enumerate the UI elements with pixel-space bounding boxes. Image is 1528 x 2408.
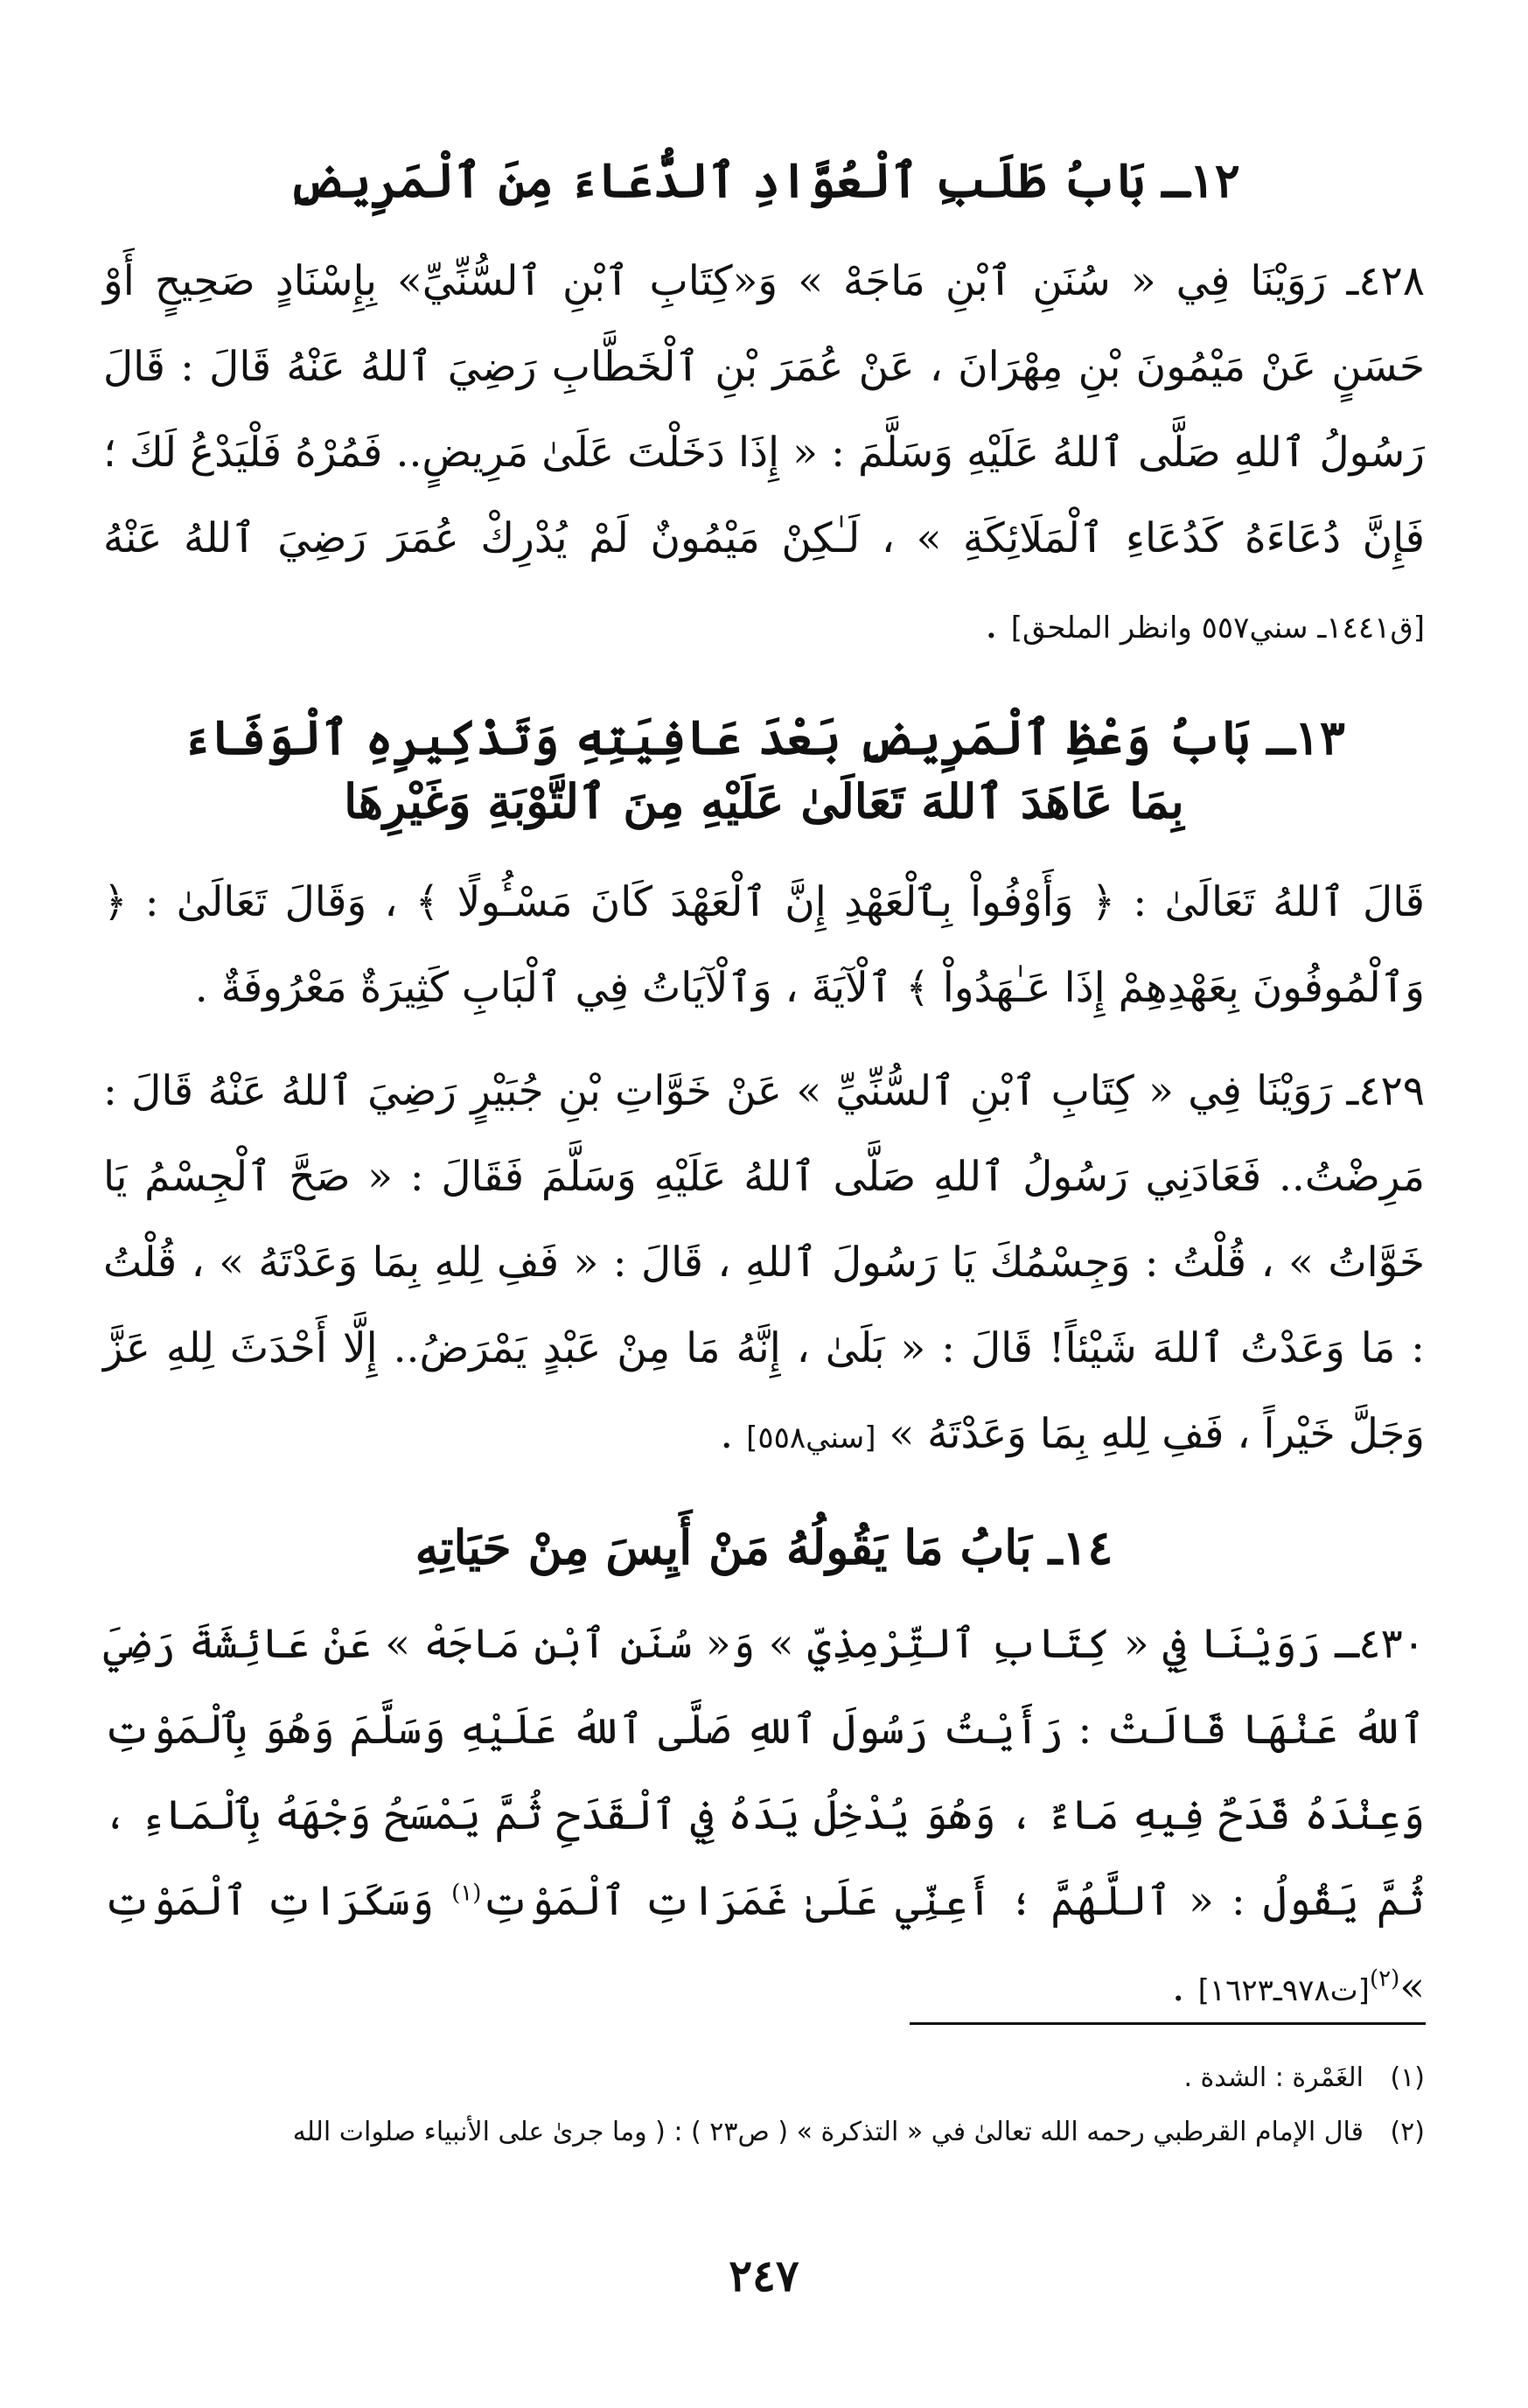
footnote-2	[103, 2105, 1425, 2160]
hadith-430-text: ٤٣٠ـ رَوَيْنَا فِي « كِتَابِ ٱلتِّرْمِذِيِّ » وَ« سُنَنِ ٱبْنِ مَاجَهْ » عَنْ عَائِشَةَ رَضِيَ ٱللهُ عَنْهَا قَالَتْ : رَأَيْتُ رَسُولَ ٱللهِ صَلَّى ٱللهُ عَلَيْهِ وَسَلَّمَ وَهُوَ بِٱلْمَوْتِ وَعِنْدَهُ قَدَحٌ فِيهِ مَاءٌ ، وَهُوَ يُدْخِلُ يَدَهُ فِي ٱلْقَدَحِ ثُمَّ يَمْسَحُ وَجْهَهُ بِٱلْمَاءِ ، ثُمَّ يَقُولُ : « ٱللَّهُمَّ ؛ أَعِنِّي عَلَىٰ غَمَرَاتِ ٱلْمَوْتِ	[103, 1619, 1426, 1925]
chapter-13-title	[103, 706, 1425, 834]
footnote-1	[103, 2051, 1425, 2105]
page-body	[103, 149, 1425, 2034]
page-number: ٢٤٧	[729, 2250, 799, 2301]
footnote-2-number: (٢)	[1390, 2117, 1425, 2147]
chapter-13-intro-text: قَالَ ٱللهُ تَعَالَىٰ : ﴿ وَأَوْفُواْ بِٱلْعَهْدِ إِنَّ ٱلْعَهْدَ كَانَ مَسْـُٔولًا ﴾ ، وَقَالَ تَعَالَىٰ : ﴿ وَٱلْمُوفُونَ بِعَهْدِهِمْ إِذَا عَـٰهَدُواْ ﴾ ٱلْآيَةَ ، وَٱلْآيَاتُ فِي ٱلْبَابِ كَثِيرَةٌ مَعْرُوفَةٌ .	[103, 877, 1425, 1012]
footnote-separator	[910, 2022, 1426, 2025]
footnote-1-text: الغَمْرة : الشدة .	[1183, 2063, 1364, 2093]
hadith-430-end: .	[1171, 1962, 1198, 2011]
chapter-13-title-line-2: بِمَا عَاهَدَ ٱللهَ تَعَالَىٰ عَلَيْهِ مِنَ ٱلتَّوْبَةِ وَغَيْرِهَا	[344, 772, 1184, 829]
chapter-14-title	[103, 1516, 1425, 1580]
chapter-12-title	[103, 149, 1425, 213]
hadith-428-end: .	[984, 599, 1011, 648]
chapter-13-intro	[103, 860, 1425, 1031]
hadith-430-reference: [ت٩٧٨ـ١٦٢٣]	[1197, 1972, 1370, 2008]
chapter-13-title-line-1: ١٣ـ بَابُ وَعْظِ ٱلْمَرِيضِ بَعْدَ عَافِيَتِهِ وَتَذْكِيرِهِ ٱلْوَفَاءَ	[183, 708, 1345, 765]
hadith-429	[103, 1049, 1425, 1481]
hadith-428-text: ٤٢٨ـ رَوَيْنَا فِي « سُنَنِ ٱبْنِ مَاجَهْ » وَ«كِتَابِ ٱبْنِ ٱلسُّنِّيِّ» بِإِسْنَادٍ صَحِيحٍ أَوْ حَسَنٍ عَنْ مَيْمُونَ بْنِ مِهْرَانَ ، عَنْ عُمَرَ بْنِ ٱلْخَطَّابِ رَضِيَ ٱللهُ عَنْهُ قَالَ : قَالَ رَسُولُ ٱللهِ صَلَّى ٱللهُ عَلَيْهِ وَسَلَّمَ : « إِذَا دَخَلْتَ عَلَىٰ مَرِيضٍ.. فَمُرْهُ فَلْيَدْعُ لَكَ ؛ فَإِنَّ دُعَاءَهُ كَدُعَاءِ ٱلْمَلَائِكَةِ » ، لَـٰكِنْ مَيْمُونٌ لَمْ يُدْرِكْ عُمَرَ رَضِيَ ٱللهُ عَنْهُ	[103, 256, 1426, 562]
chapter-12-title-text: ١٢ـ بَابُ طَلَبِ ٱلْعُوَّادِ ٱلدُّعَاءَ مِنَ ٱلْمَرِيضِ	[288, 152, 1240, 208]
hadith-430-text-2: وَسَكَرَاتِ ٱلْمَوْتِ »	[103, 1876, 1425, 2011]
footnote-marker-1[interactable]: (١)	[451, 1879, 482, 1906]
hadith-428-reference: [ق١٤٤١ـ سني٥٥٧ وانظر الملحق]	[1010, 610, 1425, 646]
footnote-1-number: (١)	[1390, 2063, 1425, 2093]
footnotes	[103, 2051, 1425, 2160]
footnote-marker-2[interactable]: (٢)	[1369, 1965, 1400, 1992]
chapter-14-title-text: ١٤ـ بَابُ مَا يَقُولُهُ مَنْ أَيِسَ مِنْ حَيَاتِهِ	[415, 1518, 1113, 1575]
hadith-428	[103, 239, 1425, 671]
hadith-429-reference: [سني٥٥٨]	[746, 1420, 876, 1455]
hadith-429-text: ٤٢٩ـ رَوَيْنَا فِي « كِتَابِ ٱبْنِ ٱلسُّنِّيِّ » عَنْ خَوَّاتِ بْنِ جُبَيْرٍ رَضِيَ ٱللهُ عَنْهُ قَالَ : مَرِضْتُ.. فَعَادَنِي رَسُولُ ٱللهِ صَلَّى ٱللهُ عَلَيْهِ وَسَلَّمَ فَقَالَ : « صَحَّ ٱلْجِسْمُ يَا خَوَّاتُ » ، قُلْتُ : وَجِسْمُكَ يَا رَسُولَ ٱللهِ ، قَالَ : « فَفِ لِلهِ بِمَا وَعَدْتَهُ » ، قُلْتُ : مَا وَعَدْتُ ٱللهَ شَيْئاً! قَالَ : « بَلَىٰ ، إِنَّهُ مَا مِنْ عَبْدٍ يَمْرَضُ.. إِلَّا أَحْدَثَ لِلهِ عَزَّ وَجَلَّ خَيْراً ، فَفِ لِلهِ بِمَا وَعَدْتَهُ »	[103, 1066, 1425, 1458]
hadith-430	[103, 1602, 1425, 2034]
footnote-2-text: قال الإمام القرطبي رحمه الله تعالىٰ في « التذكرة » ( ص٢٣ ) : ( وما جرىٰ على الأنبياء صلوات الله	[292, 2117, 1364, 2147]
hadith-429-end: .	[720, 1409, 747, 1458]
